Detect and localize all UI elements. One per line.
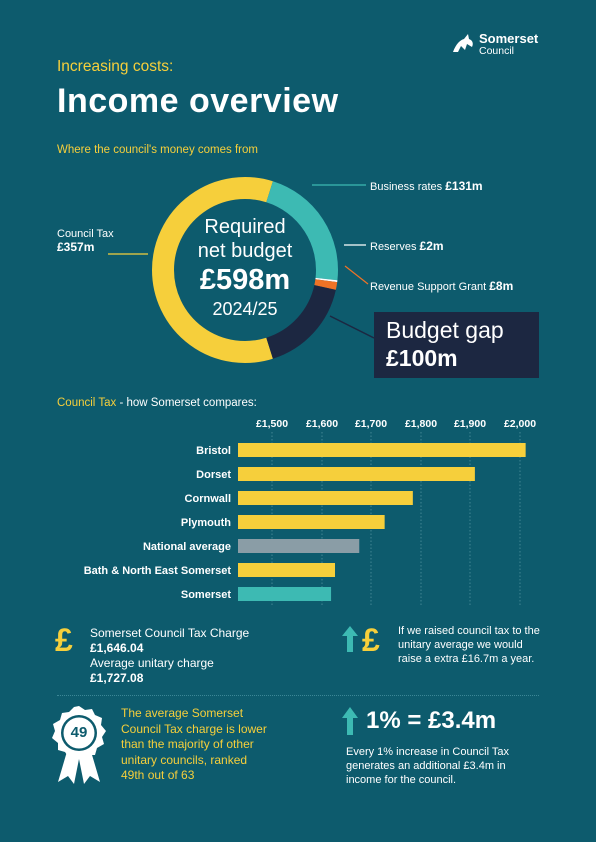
bar-dorset bbox=[238, 467, 475, 481]
bar-label: Cornwall bbox=[184, 493, 231, 505]
pct-text: Every 1% increase in Council Tax generates an additional £3.4m in income for the council. bbox=[346, 746, 510, 786]
donut-section-title: Where the council's money comes from bbox=[57, 144, 258, 156]
donut-segment-revenue-support-grant bbox=[325, 281, 326, 288]
rsg-label bbox=[370, 279, 513, 293]
rank-text: The average Somerset Council Tax charge is lower than the majority of other unitary councils, ranked 49th out of 63 bbox=[121, 706, 267, 782]
tick-label: £2,000 bbox=[503, 418, 537, 430]
compare-title bbox=[57, 397, 257, 409]
bar-cornwall bbox=[238, 491, 413, 505]
avg-value: £1,727.08 bbox=[90, 671, 144, 685]
bar-bath-north-east-somerset bbox=[238, 563, 335, 577]
pound-icon-raise: £ bbox=[362, 622, 380, 658]
bar-bristol bbox=[238, 443, 526, 457]
budget-gap-value: £100m bbox=[386, 345, 458, 371]
rsg-label-value: £8m bbox=[489, 279, 514, 293]
tick-label: £1,800 bbox=[404, 418, 438, 430]
bar-plymouth bbox=[238, 515, 385, 529]
tick-label: £1,700 bbox=[354, 418, 388, 430]
business-rates-label bbox=[370, 179, 483, 193]
charge-value: £1,646.04 bbox=[90, 641, 144, 655]
donut-center-line2: net budget bbox=[197, 240, 293, 262]
donut-center-line1: Required bbox=[204, 216, 286, 238]
pound-icon: £ bbox=[55, 622, 73, 658]
council-tax-label-value: £357m bbox=[57, 240, 95, 254]
council-tax-bar-chart bbox=[0, 410, 596, 610]
tick-label: £1,600 bbox=[305, 418, 339, 430]
raise-text: If we raised council tax to the unitary average we would raise a extra £16.7m a year. bbox=[398, 625, 540, 665]
page-subtitle: Increasing costs: bbox=[57, 58, 174, 75]
bar-national-average bbox=[238, 539, 359, 553]
reserves-label-text: Reserves bbox=[370, 241, 417, 253]
business-rates-label-value: £131m bbox=[445, 179, 483, 193]
donut-center-year: 2024/25 bbox=[212, 299, 278, 319]
compare-title-highlight: Council Tax bbox=[57, 397, 117, 409]
budget-gap-label: Budget gap bbox=[386, 317, 504, 343]
rsg-label-text: Revenue Support Grant bbox=[370, 281, 487, 293]
bar-label: Somerset bbox=[180, 589, 231, 601]
charge-label: Somerset Council Tax Charge bbox=[90, 626, 250, 640]
bar-label: Bristol bbox=[196, 445, 231, 457]
reserves-label-value: £2m bbox=[419, 239, 444, 253]
charge-block bbox=[90, 626, 300, 686]
council-tax-label bbox=[57, 228, 114, 254]
bar-label: Plymouth bbox=[180, 517, 231, 529]
up-arrow-icon bbox=[342, 626, 358, 652]
divider bbox=[57, 695, 539, 696]
pct-headline: 1% = £3.4m bbox=[366, 707, 497, 734]
rank-number: 49 bbox=[70, 724, 88, 741]
donut-center bbox=[170, 215, 320, 321]
logo-sub: Council bbox=[479, 45, 515, 57]
donut-center-amount: £598m bbox=[199, 264, 291, 296]
page-title: Income overview bbox=[57, 82, 339, 120]
leader-line-gap bbox=[330, 316, 374, 338]
tick-label: £1,500 bbox=[255, 418, 289, 430]
rosette-icon bbox=[50, 704, 108, 786]
council-tax-label-text: Council Tax bbox=[57, 228, 114, 240]
tick-label: £1,900 bbox=[453, 418, 487, 430]
bar-label: Bath & North East Somerset bbox=[83, 565, 231, 577]
leader-line-rsg bbox=[345, 266, 368, 284]
budget-gap-box bbox=[374, 312, 539, 378]
logo-name: Somerset bbox=[479, 31, 539, 46]
business-rates-label-text: Business rates bbox=[370, 181, 443, 193]
bar-label: National average bbox=[142, 541, 231, 553]
bar-somerset bbox=[238, 587, 331, 601]
avg-label: Average unitary charge bbox=[90, 656, 214, 670]
bar-chart-svg bbox=[0, 410, 596, 610]
up-arrow-icon-pct bbox=[342, 707, 358, 735]
reserves-label bbox=[370, 239, 444, 253]
compare-title-rest: - how Somerset compares: bbox=[116, 397, 257, 409]
bar-label: Dorset bbox=[196, 469, 231, 481]
